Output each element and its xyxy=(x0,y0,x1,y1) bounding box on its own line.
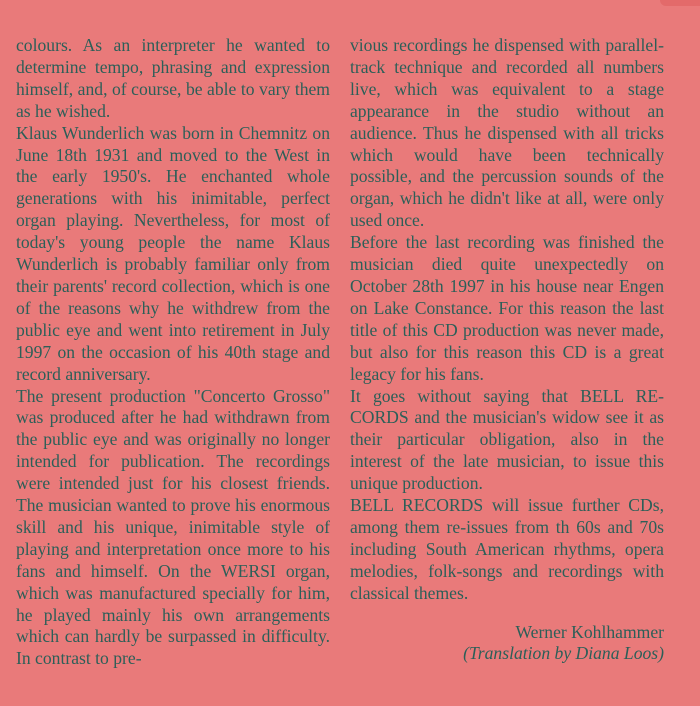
left-column xyxy=(16,35,330,670)
paragraph-production: The present production "Concerto Grosso" was produced after he had withdrawn from the public eye and was originally no longer intended for publication. The recordings were intended just for his closest friends. The musician wanted to prove his enormous skill and his unique, inimitable style of playing and interpretation once more to his fans and himself. On the WERSI organ, which was manufactured specially for him, he played mainly his own arrangements which can hardly be surpassed in difficulty. In contrast to pre- xyxy=(16,385,330,669)
paragraph-recording-technique: vious recordings he dispensed with parallel-track technique and recorded all numbers live, which was equivalent to a stage appearance in the studio without an audience. Thus he dispensed with all tricks which would have been technically possible, and the percussion sounds of the organ, which he didn't like at all, were only used once. xyxy=(350,35,664,231)
paragraph-death: Before the last recording was finished the musician died quite unexpectedly on October 28th 1997 in his house near Engen on Lake Constance. For this reason the last title of this CD production was never made, but also for this reason this CD is a great legacy for his fans. xyxy=(350,232,664,384)
paragraph-colours: colours. As an interpreter he wanted to determine tempo, phrasing and expression himself, and, of course, be able to vary them as he wished. xyxy=(16,35,330,121)
signature-author: Werner Kohlhammer xyxy=(515,621,664,642)
signature-block xyxy=(350,622,664,666)
right-column xyxy=(350,35,664,665)
corner-mark xyxy=(660,0,700,6)
paragraph-obligation: It goes without saying that BELL RECORDS and the musician's widow see it as their particular obligation, also in the interest of the late musician, to issue this unique production. xyxy=(350,385,664,494)
signature-translator: (Translation by Diana Loos) xyxy=(463,643,664,664)
paragraph-future-releases: BELL RECORDS will issue further CDs, among them re-issues from th 60s and 70s including South American rhythms, opera melodies, folk-songs and recordings with classical themes. xyxy=(350,495,664,603)
paragraph-biography: Klaus Wunderlich was born in Chemnitz on June 18th 1931 and moved to the West in the early 1950's. He enchanted whole generations with his inimitable, perfect organ playing. Nevertheless, for most of today's young people the name Klaus Wunderlich is probably familiar only from their parents' record collection, which is one of the reasons why he withdrew from the public eye and went into retirement in July 1997 on the occasion of his 40th stage and record anniversary. xyxy=(16,122,330,384)
